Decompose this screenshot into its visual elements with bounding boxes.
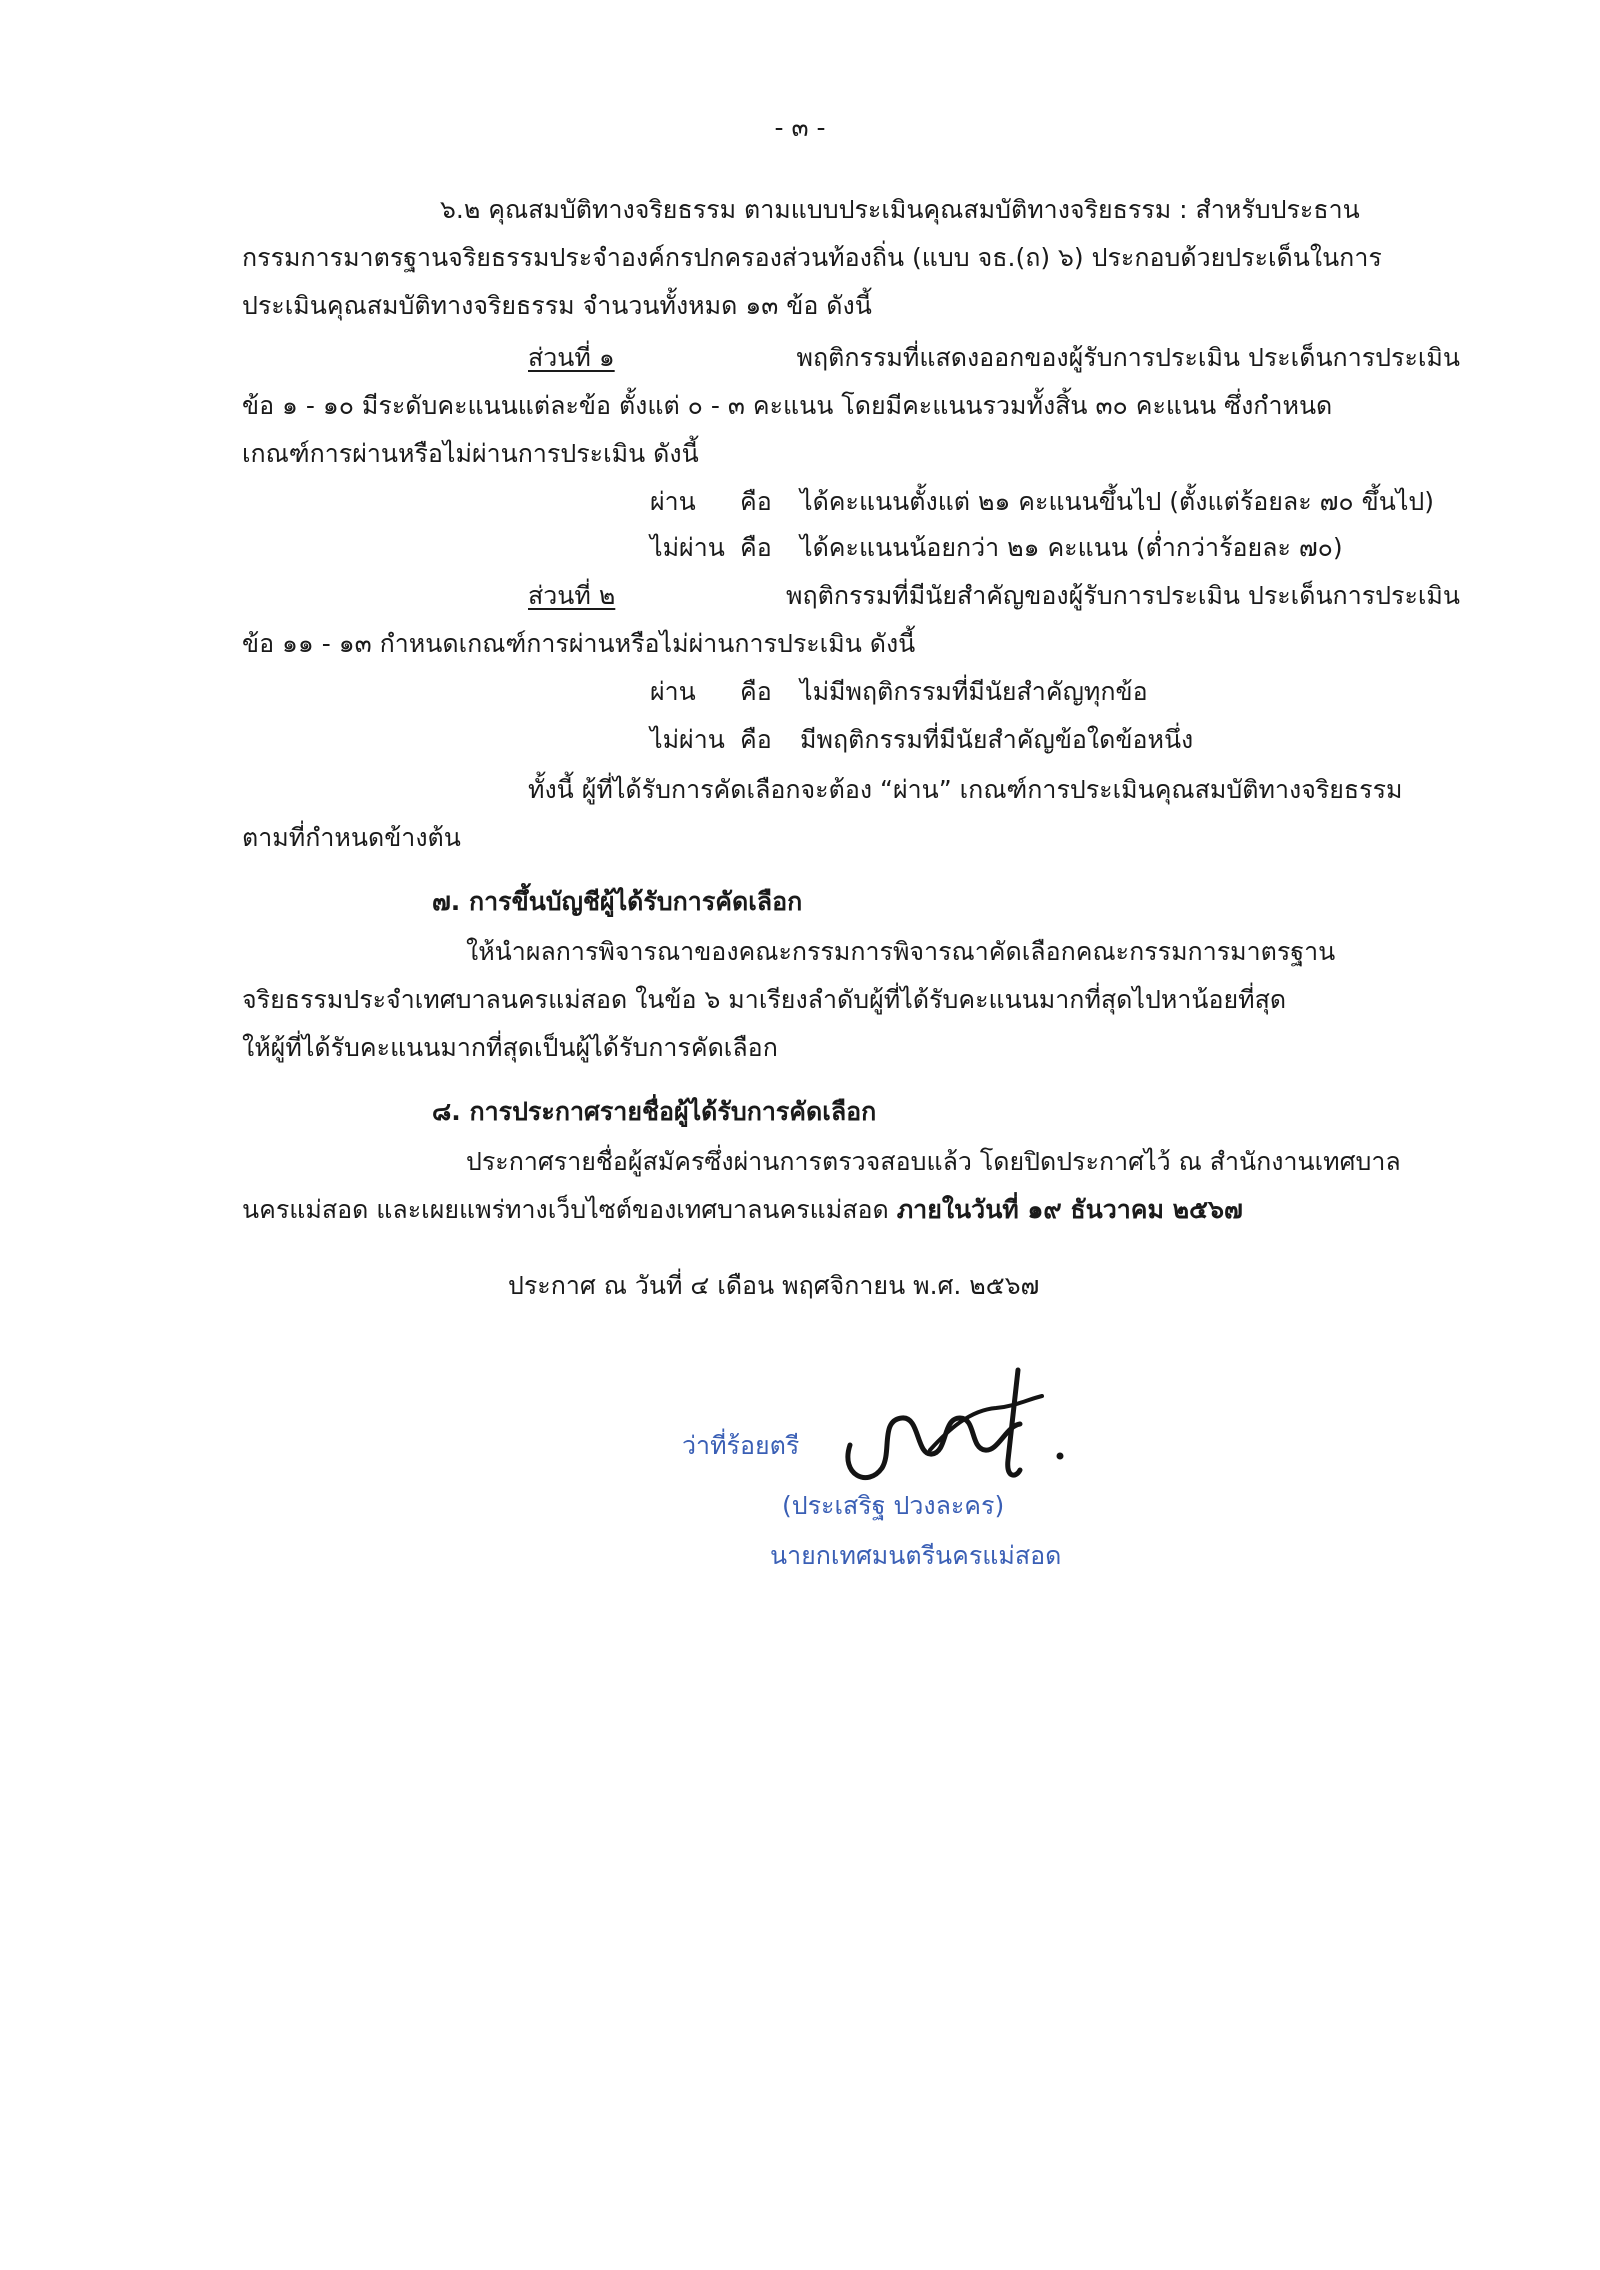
criterion-label: ไม่ผ่าน — [650, 533, 725, 562]
sec6-2-line2: กรรมการมาตรฐานจริยธรรมประจำองค์กรปกครองส่วนท้องถิ่น (แบบ จธ.(ถ) ๖) ประกอบด้วยประเด็นในการ — [242, 243, 1382, 272]
part2-line1-text: พฤติกรรมที่มีนัยสำคัญของผู้รับการประเมิน ประเด็นการประเมิน — [785, 581, 1460, 610]
criterion-value: ได้คะแนนน้อยกว่า ๒๑ คะแนน (ต่ำกว่าร้อยละ ๗๐) — [800, 533, 1343, 562]
criterion-label: ไม่ผ่าน — [650, 725, 725, 754]
announce-date: ประกาศ ณ วันที่ ๔ เดือน พฤศจิกายน พ.ศ. ๒๕๖๗ — [508, 1271, 1040, 1300]
sec6-2-line1: ๖.๒ คุณสมบัติทางจริยธรรม ตามแบบประเมินคุณสมบัติทางจริยธรรม : สำหรับประธาน — [440, 195, 1360, 224]
part2-line2: ข้อ ๑๑ - ๑๓ กำหนดเกณฑ์การผ่านหรือไม่ผ่านการประเมิน ดังนี้ — [242, 629, 916, 658]
note-line1: ทั้งนี้ ผู้ที่ได้รับการคัดเลือกจะต้อง “ผ่าน” เกณฑ์การประเมินคุณสมบัติทางจริยธรรม — [528, 775, 1403, 804]
criterion-value: ได้คะแนนตั้งแต่ ๒๑ คะแนนขึ้นไป (ตั้งแต่ร้อยละ ๗๐ ขึ้นไป) — [800, 487, 1435, 516]
sec7-line2: จริยธรรมประจำเทศบาลนครแม่สอด ในข้อ ๖ มาเรียงลำดับผู้ที่ได้รับคะแนนมากที่สุดไปหาน้อยที่สุด — [242, 985, 1287, 1014]
sec8-deadline: ภายในวันที่ ๑๙ ธันวาคม ๒๕๖๗ — [896, 1195, 1243, 1224]
sec8-line1: ประกาศรายชื่อผู้สมัครซึ่งผ่านการตรวจสอบแล้ว โดยปิดประกาศไว้ ณ สำนักงานเทศบาล — [466, 1147, 1401, 1176]
signature-name: (ประเสริฐ ปวงละคร) — [782, 1491, 1005, 1520]
criterion-label: ผ่าน — [650, 487, 696, 516]
part1-line2: ข้อ ๑ - ๑๐ มีระดับคะแนนแต่ละข้อ ตั้งแต่ ๐ - ๓ คะแนน โดยมีคะแนนรวมทั้งสิ้น ๓๐ คะแนน ซึ่งกำหนด — [242, 391, 1333, 420]
part1-line1-text: พฤติกรรมที่แสดงออกของผู้รับการประเมิน ประเด็นการประเมิน — [796, 343, 1460, 372]
sec6-2-line3: ประเมินคุณสมบัติทางจริยธรรม จำนวนทั้งหมด ๑๓ ข้อ ดังนี้ — [242, 291, 872, 320]
sec7-line3: ให้ผู้ที่ได้รับคะแนนมากที่สุดเป็นผู้ได้รับการคัดเลือก — [242, 1033, 778, 1062]
sec8-line2-normal: นครแม่สอด และเผยแพร่ทางเว็บไซต์ของเทศบาลนครแม่สอด — [242, 1195, 897, 1224]
part1-line3: เกณฑ์การผ่านหรือไม่ผ่านการประเมิน ดังนี้ — [242, 439, 699, 468]
sec8-line2 — [242, 1190, 1243, 1230]
criterion-keyword: คือ — [740, 677, 772, 706]
criterion-value: ไม่มีพฤติกรรมที่มีนัยสำคัญทุกข้อ — [800, 677, 1148, 706]
part2-label: ส่วนที่ ๒ — [528, 581, 616, 610]
criterion-keyword: คือ — [740, 725, 772, 754]
sec7-heading: ๗. การขึ้นบัญชีผู้ได้รับการคัดเลือก — [432, 887, 803, 916]
part1-label: ส่วนที่ ๑ — [528, 343, 615, 372]
signature-position: นายกเทศมนตรีนครแม่สอด — [770, 1541, 1062, 1570]
sec7-line1: ให้นำผลการพิจารณาของคณะกรรมการพิจารณาคัดเลือกคณะกรรมการมาตรฐาน — [466, 937, 1336, 966]
page-number: - ๓ - — [774, 113, 826, 142]
criterion-label: ผ่าน — [650, 677, 696, 706]
signature-rank: ว่าที่ร้อยตรี — [682, 1431, 800, 1460]
criterion-keyword: คือ — [740, 533, 772, 562]
part1-line1 — [528, 338, 1460, 378]
sec8-heading: ๘. การประกาศรายชื่อผู้ได้รับการคัดเลือก — [432, 1097, 877, 1126]
part2-line1 — [528, 576, 1460, 616]
criterion-value: มีพฤติกรรมที่มีนัยสำคัญข้อใดข้อหนึ่ง — [800, 725, 1194, 754]
note-line2: ตามที่กำหนดข้างต้น — [242, 823, 461, 852]
criterion-keyword: คือ — [740, 487, 772, 516]
